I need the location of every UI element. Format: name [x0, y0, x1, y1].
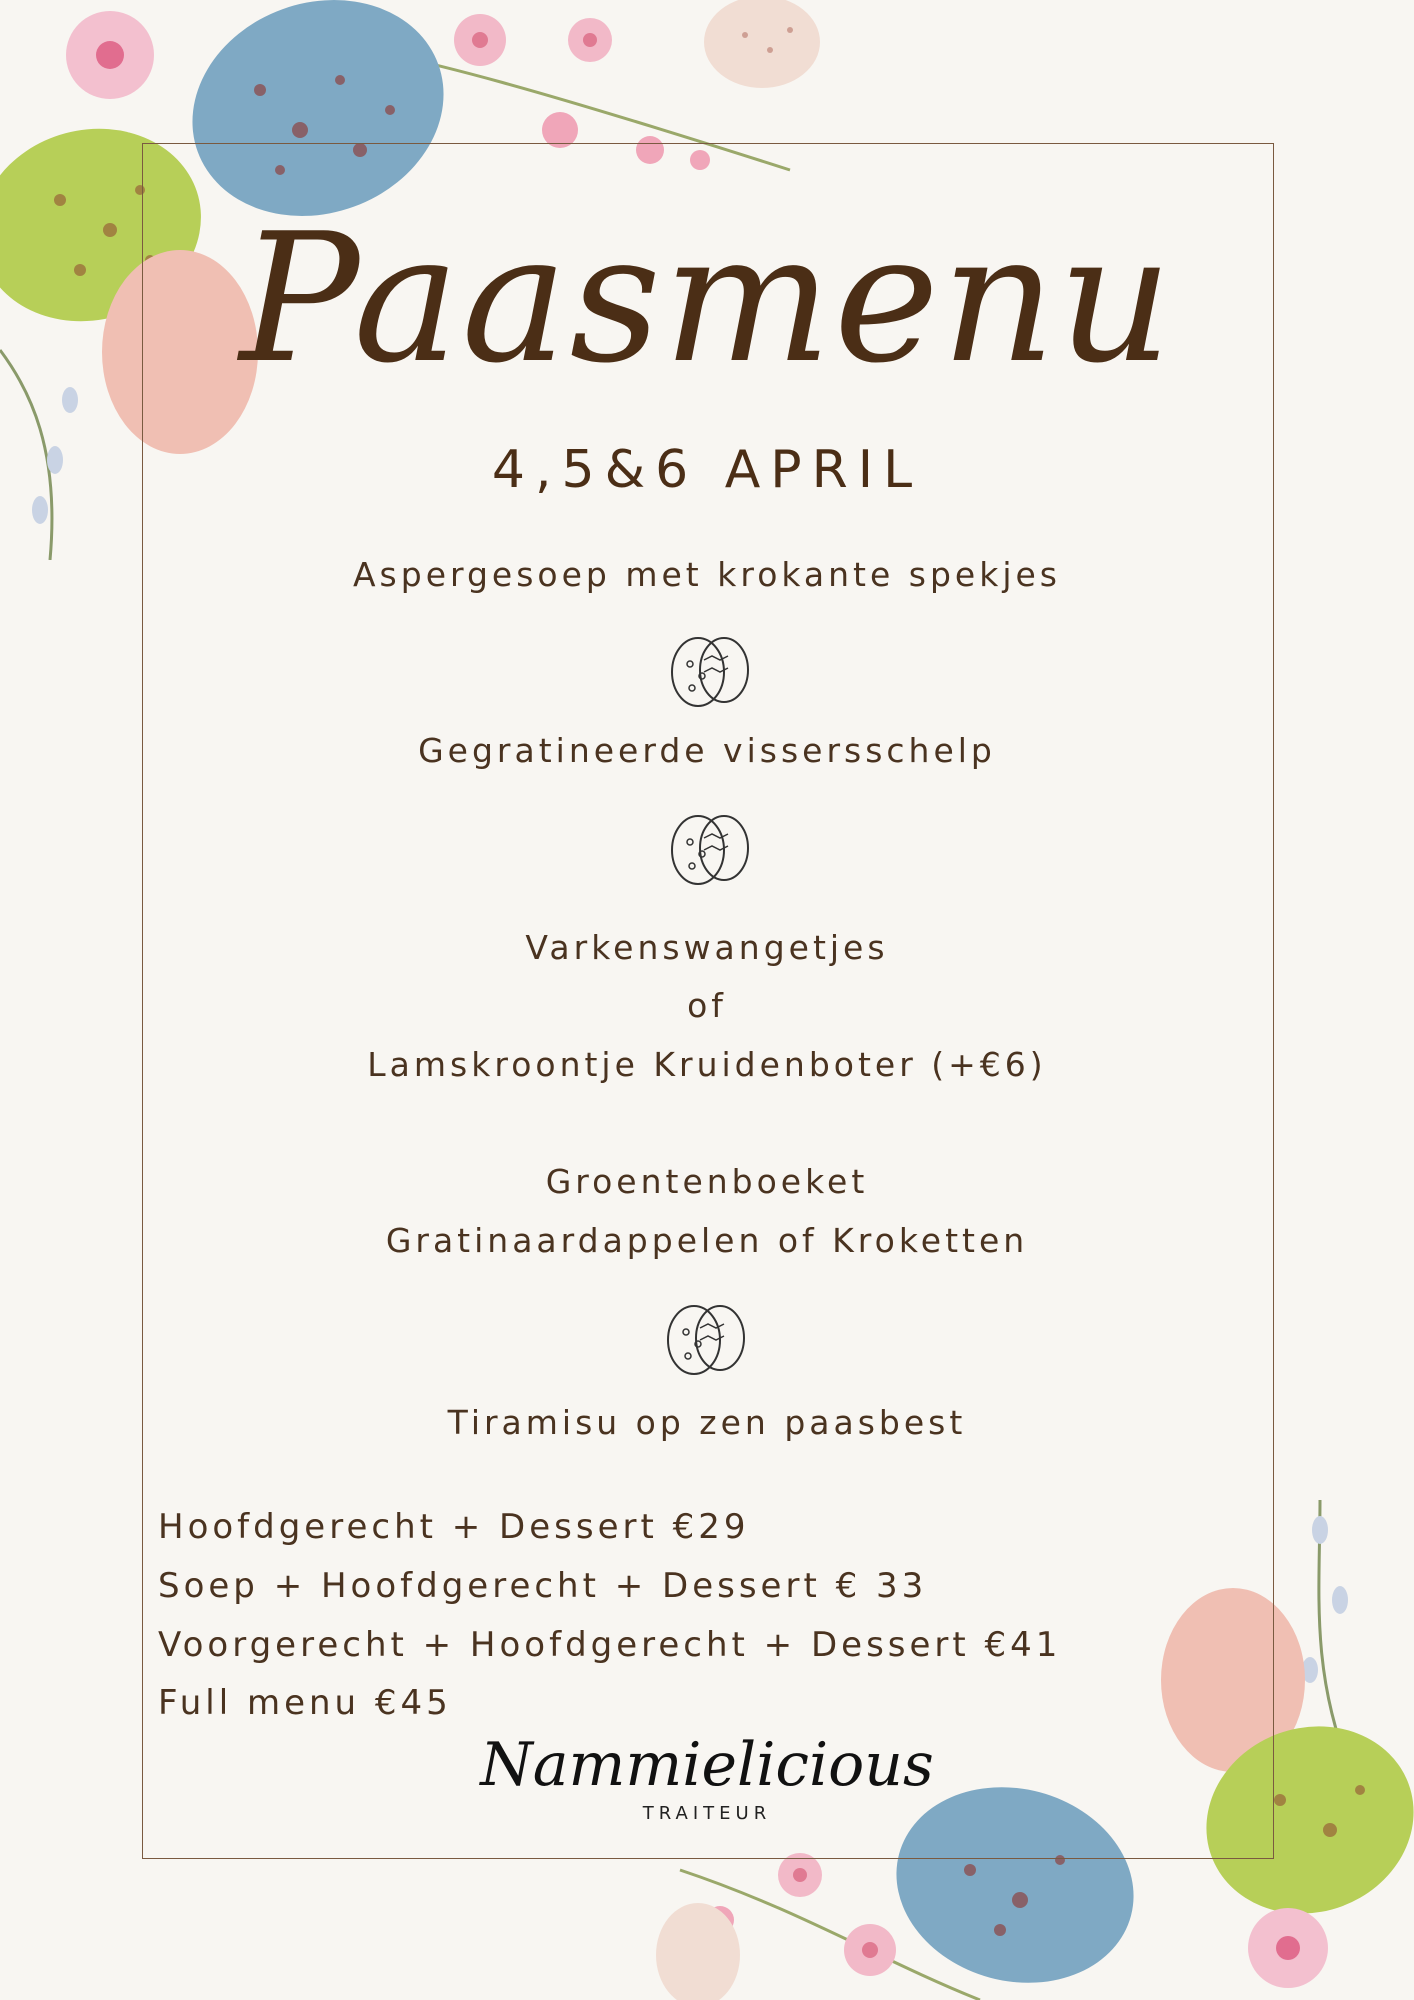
brand-logo: Nammielicious [480, 1730, 934, 1800]
page-title: Paasmenu [239, 195, 1175, 402]
pink-flower-icon [66, 11, 154, 99]
course-main-option-2: Lamskroontje Kruidenboter (+€6) [367, 1045, 1047, 1084]
course-side-2: Gratinaardappelen of Kroketten [385, 1221, 1029, 1260]
pink-flower-icon [1248, 1908, 1328, 1988]
easter-eggs-divider-icon [664, 798, 754, 888]
price-line: Full menu €45 [158, 1683, 452, 1723]
brand-logo-subtitle: TRAITEUR [642, 1803, 772, 1824]
course-main-or: of [687, 986, 727, 1025]
price-line: Hoofdgerecht + Dessert €29 [158, 1507, 750, 1547]
menu-date: 4,5&6 APRIL [491, 440, 923, 500]
price-line: Voorgerecht + Hoofdgerecht + Dessert €41 [158, 1625, 1062, 1665]
small-speckled-egg-icon [704, 0, 820, 88]
course-starter: Gegratineerde vissersschelp [418, 731, 996, 770]
price-line: Soep + Hoofdgerecht + Dessert € 33 [158, 1566, 928, 1606]
course-main-option-1: Varkenswangetjes [525, 928, 889, 967]
course-dessert: Tiramisu op zen paasbest [447, 1403, 967, 1442]
easter-eggs-divider-icon [660, 1288, 750, 1378]
course-side-1: Groentenboeket [545, 1162, 869, 1201]
easter-eggs-divider-icon [664, 620, 754, 710]
course-soup: Aspergesoep met krokante spekjes [352, 555, 1061, 594]
